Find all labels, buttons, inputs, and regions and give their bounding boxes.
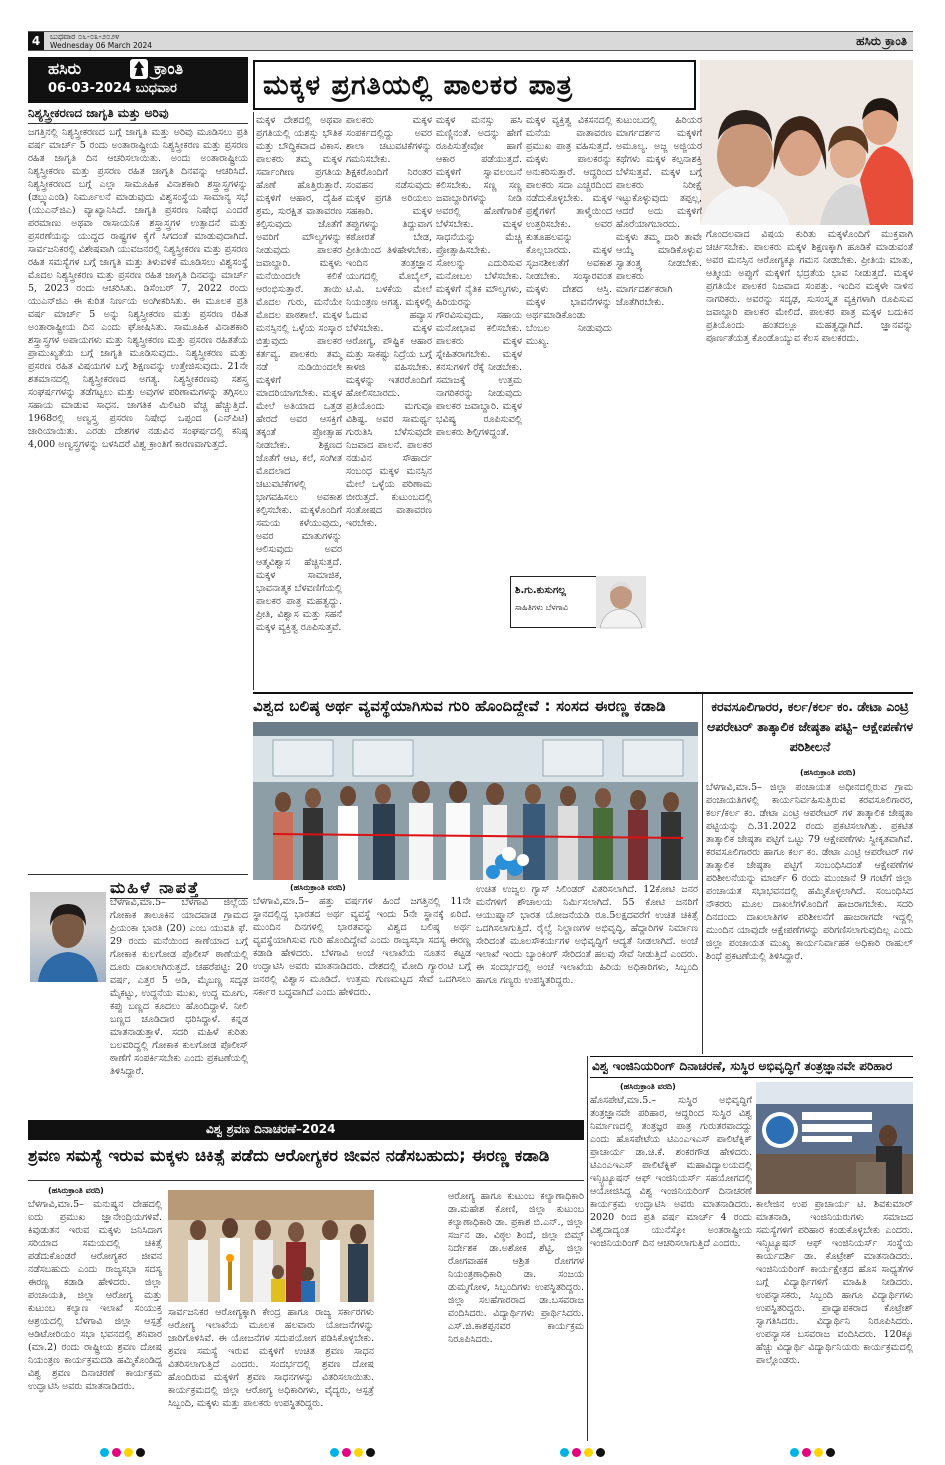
editorial-body: ಜಗತ್ತಿನಲ್ಲಿ ನಿಶ್ಯಸ್ತ್ರೀಕರಣದ ಬಗ್ಗೆ ಜಾಗೃತಿ ಮತ್ತು ಅರಿವು ಮೂಡಿಸಲು ಪ್ರತಿ ವರ್ಷ ಮಾರ್ಚ್ 5 ರಂದು ಅಂತಾರಾಷ್ಟ್ರೀಯ ನಿಶ್ಯಸ್ತ್ರೀಕರಣ ಮತ್ತು ಪ್ರಸರಣ ರಹಿತ ಜಾಗೃತಿ ದಿನ ಆಚರಿಸಲಾಯಿತು. ಅಂದು ಅಂತಾರಾಷ್ಟ್ರೀಯ ನಿಶ್ಯಸ್ತ್ರೀಕರಣ ಮತ್ತು ಪ್ರಸರಣ ರಹಿತ ಜಾಗೃತಿ ದಿನವನ್ನು ಆಚರಿಸಿದೆ. ನಿಶ್ಯಸ್ತ್ರೀಕರಣದ ಬಗ್ಗೆ ಎಲ್ಲಾ ಸಾಮೂಹಿಕ ವಿನಾಶಕಾರಿ ಶಸ್ತ್ರಾಸ್ತ್ರಗಳನ್ನು (ಡಬ್ಲ್ಯುಎಂಡಿ) ನಿರ್ಮೂಲನೆ ಮಾಡುವುದು ವಿಶ್ವಸಂಸ್ಥೆಯ ಸಾಮಾನ್ಯ ಸಭೆ (ಯುಎನ್‌ಜಿಎ) ವ್ಯಾಖ್ಯಾನಿಸಿದೆ. ಜಾಗೃತಿ ಪ್ರಸರಣ ನಿಷೇಧ ಎಂದರೆ ಪರಮಾಣು ಅಥವಾ ರಾಸಾಯನಿಕ ಶಸ್ತ್ರಾಸ್ತ್ರಗಳ ಉತ್ಪಾದನೆ ಮತ್ತು ಪ್ರಸರಣೆಯನ್ನು ಯುದ್ಧದ ರಾಷ್ಟ್ರಗಳ ಕೈಗೆ ಸಿಗದಂತೆ ಮಾಡುವುದಾಗಿದೆ. ಸಾರ್ವಜನಿಕರಲ್ಲಿ ವಿಶೇಷವಾಗಿ ಯುವಜನರಲ್ಲಿ ನಿಶ್ಯಸ್ತ್ರೀಕರಣ ಮತ್ತು ಪ್ರಸರಣ ರಹಿತ ಸಮಸ್ಯೆಗಳ ಬಗ್ಗೆ ಜಾಗೃತಿ ಮತ್ತು ತಿಳುವಳಿಕೆ ಮೂಡಿಸಲು ವಿಶ್ವಸಂಸ್ಥೆ ಮೊದಲ ನಿಶ್ಯಸ್ತ್ರೀಕರಣ ಮತ್ತು ಪ್ರಸರಣ ರಹಿತ ಜಾಗೃತಿ ದಿನವನ್ನು ಮಾರ್ಚ್ 5, 2023 ರಂದು ಆಚರಿಸಿತು. ಡಿಸೆಂಬರ್ 7, 2022 ರಂದು ಯುಎನ್‌ಜಿಎ ಈ ಕುರಿತ ನಿರ್ಣಯ ಅಂಗೀಕರಿಸಿತು. ಈ ಮೂಲಕ ಪ್ರತಿ ವರ್ಷ ಮಾರ್ಚ್ 5 ಅನ್ನು ನಿಶ್ಯಸ್ತ್ರೀಕರಣ ಮತ್ತು ಪ್ರಸರಣ ರಹಿತ ಅಂತಾರಾಷ್ಟ್ರೀಯ ದಿನ ಎಂದು ಘೋಷಿಸಿತು. ಸಾಮೂಹಿಕ ವಿನಾಶಕಾರಿ ಶಸ್ತ್ರಾಸ್ತ್ರಗಳ ಅಪಾಯಗಳು ಮತ್ತು ನಿಶ್ಯಸ್ತ್ರೀಕರಣ ಮತ್ತು ಪ್ರಸರಣ ರಹಿತತೆಯ ಪ್ರಾಮುಖ್ಯತೆಯ ಬಗ್ಗೆ ಜಾಗೃತಿ ಮೂಡಿಸುವುದು. ನಿಶ್ಯಸ್ತ್ರೀಕರಣ ಮತ್ತು ಪ್ರಸರಣ ರಹಿತ ವಿಷಯಗಳ ಬಗ್ಗೆ ಶಿಕ್ಷಣವನ್ನು ಉತ್ತೇಜಿಸುವುದು. 21ನೇ ಶತಮಾನದಲ್ಲಿ ನಿಶ್ಯಸ್ತ್ರೀಕರಣದ ಅಗತ್ಯ. ನಿಶ್ಯಸ್ತ್ರೀಕರಣವು ಸಶಸ್ತ್ರ ಸಂಘರ್ಷಗಳನ್ನು ತಡೆಗಟ್ಟಲು ಮತ್ತು ಅವುಗಳ ಪರಿಣಾಮಗಳನ್ನು ತಗ್ಗಿಸಲು ಸಹಾಯ ಮಾಡುವ ಸಾಧನ. ಜಾಗತಿಕ ಮಿಲಿಟರಿ ವೆಚ್ಚ ಹೆಚ್ಚುತ್ತಿದೆ. 1968ರಲ್ಲಿ ಅಣ್ವಸ್ತ್ರ ಪ್ರಸರಣ ನಿಷೇಧ ಒಪ್ಪಂದ (ಎನ್‌ಪಿಟಿ) ಜಾರಿಯಾಯಿತು. ಎರಡು ದೇಶಗಳ ನಡುವಿನ ಸಂಘರ್ಷದಲ್ಲಿ ಕನಿಷ್ಠ 4,000 ಅಣ್ವಸ್ತ್ರಗಳನ್ನು ಬಳಸಿದರೆ ವಿಶ್ವ ಕ್ರಾಂತಿಗೆ ಕಾರಣವಾಗುತ್ತದೆ. xyxy=(28,127,248,450)
editorial-title: ನಿಶ್ಯಸ್ತ್ರೀಕರಣದ ಜಾಗೃತಿ ಮತ್ತು ಅರಿವು xyxy=(28,106,248,124)
masthead-logo-icon xyxy=(130,59,148,79)
feature-col4: ಮಕ್ಕಳ ವ್ಯಕ್ತಿತ್ವ ವಿಕಸನದಲ್ಲಿ ಮನೆಯ ವಾತಾವರಣ ಪ್ರಮುಖ ಪಾತ್ರ ವಹಿಸುತ್ತದೆ. ಮಕ್ಕಳು ಪಾಲಕರನ್ನು ಅನುಕರಿಸುತ್ತಾರೆ. ಆದ್ದರಿಂದ ಪಾಲಕರು ಸದಾ ಎಚ್ಚರದಿಂದ ನಡೆದುಕೊಳ್ಳಬೇಕು. ಮಕ್ಕಳ ಪ್ರಶ್ನೆಗಳಿಗೆ ತಾಳ್ಮೆಯಿಂದ ಉತ್ತರಿಸಬೇಕು. ಅವರ ಕುತೂಹಲವನ್ನು ಕೊಲ್ಲಬಾರದು. ಮಕ್ಕಳ ಸೃಜನಶೀಲತೆಗೆ ಅವಕಾಶ ನೀಡಬೇಕು. ಸಂಸ್ಕಾರವಂತ ಮಕ್ಕಳು ದೇಶದ ಆಸ್ತಿ. ಮಕ್ಕಳ ಭಾವನೆಗಳನ್ನು ಅರ್ಥಮಾಡಿಕೊಂಡು ಬೆಂಬಲ ನೀಡುವುದು ಮುಖ್ಯ. xyxy=(526,115,612,347)
news3-title: ಶ್ರವಣ ಸಮಸ್ಯೆ ಇರುವ ಮಕ್ಕಳು ಚಿಕಿತ್ಸೆ ಪಡೆದು ಆರೋಗ್ಯಕರ ಜೀವನ ನಡೆಸಬಹುದು; ಈರಣ್ಣ ಕಡಾಡಿ xyxy=(28,1146,550,1165)
feature-family-photo xyxy=(700,60,913,225)
dot-cyan xyxy=(560,1448,569,1457)
dot-black xyxy=(596,1448,605,1457)
footer-register-dots-center xyxy=(330,1442,378,1461)
missing-notice-body: ಬೆಳಗಾವಿ,ಮಾ.5– ಬೆಳಗಾವಿ ಜಿಲ್ಲೆಯ ಗೋಕಾಕ ತಾಲೂಕಿನ ಯಾದವಾಡ ಗ್ರಾಮದ ಪ್ರಿಯಂಕಾ ಭಾರತಿ (20) ಎಂಬ ಯುವತಿ ಫೆ. 29 ರಂದು ಮನೆಯಿಂದ ಕಾಣೆಯಾದ ಬಗ್ಗೆ ಗೋಕಾಕ ಕುಲಗೋಡ ಪೊಲೀಸ್ ಠಾಣೆಯಲ್ಲಿ ದೂರು ದಾಖಲಾಗಿರುತ್ತದೆ. ಚಹರೆಪಟ್ಟಿ: 20 ವರ್ಷ, ಎತ್ತರ 5 ಅಡಿ, ಮೈಬಣ್ಣ ಸದೃಢ ಮೈಕಟ್ಟು, ಉದ್ದನೆಯ ಮುಖ, ಉದ್ದ ಮೂಗು, ಕಪ್ಪು ಬಣ್ಣದ ಕೂದಲು ಹೊಂದಿದ್ದಾಳೆ. ನೀಲಿ ಬಣ್ಣದ ಚೂಡಿದಾರ ಧರಿಸಿದ್ದಾಳೆ. ಕನ್ನಡ ಮಾತನಾಡುತ್ತಾಳೆ. ಸದರಿ ಮಹಿಳೆ ಕುರಿತು ಬಲವರಿದ್ದಲ್ಲಿ ಗೋಕಾಕ ಕುಲಗೋಡ ಪೊಲೀಸ್ ಠಾಣೆಗೆ ಸಂಪರ್ಕಿಸಬೇಕು ಎಂದು ಪ್ರಕಟಣೆಯಲ್ಲಿ ತಿಳಿಸಿದ್ದಾರೆ. xyxy=(110,897,248,1077)
feature-col6: ಗೊಂದಲವಾದ ವಿಷಯ ಕುರಿತು ಮಕ್ಕಳೊಂದಿಗೆ ಮುಕ್ತವಾಗಿ ಚರ್ಚಿಸಬೇಕು. ಪಾಲಕರು ಮಕ್ಕಳ ಶಿಕ್ಷಣಕ್ಕಾಗಿ ಹೂಡಿಕೆ ಮಾಡುವಂತೆ ಅವರ ಮನಸ್ಸಿನ ಆರೋಗ್ಯಕ್ಕೂ ಗಮನ ನೀಡಬೇಕು. ಪ್ರೀತಿಯ ಮಾತು, ಆತ್ಮೀಯ ಅಪ್ಪುಗೆ ಮಕ್ಕಳಿಗೆ ಭದ್ರತೆಯ ಭಾವ ನೀಡುತ್ತದೆ. ಮಕ್ಕಳ ಪ್ರಗತಿಯೇ ಪಾಲಕರ ನಿಜವಾದ ಸಂಪತ್ತು. ಇಂದಿನ ಮಕ್ಕಳೇ ನಾಳಿನ ನಾಗರಿಕರು. ಅವರನ್ನು ಸದೃಢ, ಸುಸಂಸ್ಕೃತ ವ್ಯಕ್ತಿಗಳಾಗಿ ರೂಪಿಸುವ ಜವಾಬ್ದಾರಿ ಪಾಲಕರ ಮೇಲಿದೆ. ಪಾಲಕರ ಪಾತ್ರ ಮಕ್ಕಳ ಬದುಕಿನ ಪ್ರತಿಯೊಂದು ಹಂತದಲ್ಲೂ ಮಹತ್ವದ್ದಾಗಿದೆ. ಜ್ಞಾನವನ್ನು ಪೂರ್ಣತೆಯತ್ತ ಕೊಂಡೊಯ್ಯುವ ಕೆಲಸ ಪಾಲಕರದು. xyxy=(706,229,913,344)
author-place: ಸಾಹಿತಿಗಳು ಬೆಳಗಾವಿ xyxy=(515,603,569,612)
page-number: 4 xyxy=(28,32,44,50)
news1-title: ವಿಶ್ವದ ಬಲಿಷ್ಠ ಅರ್ಥ ವ್ಯವಸ್ಥೆಯಾಗಿಸುವ ಗುರಿ ಹೊಂದಿದ್ದೇವೆ : ಸಂಸದ ಈರಣ್ಣ ಕಡಾಡಿ xyxy=(253,697,666,715)
news2-col2: ಕಾಲೇಜಿನ ಉಪ ಪ್ರಾಚಾರ್ಯ ಟಿ. ಶಿವಕುಮಾರ್ ಮಾತನಾಡಿ, ಇಂಜಿನಿಯರುಗಳು ಸಮಾಜದ ಸಮಸ್ಯೆಗಳಿಗೆ ಪರಿಹಾರ ಕಂಡುಕೊಳ್ಳಬೇಕು ಎಂದರು. ಇನ್ಸ್ಟಿಟ್ಯೂಷನ್ ಆಫ್ ಇಂಜಿನಿಯರ್ಸ್ ಸಂಸ್ಥೆಯ ಕಾರ್ಯದರ್ಶಿ ಡಾ. ಕೊಟ್ರೇಶ್ ಮಾತನಾಡಿದರು. ಇಂಜಿನಿಯರಿಂಗ್ ಕಾರ್ಯಕ್ಷೇತ್ರದ ಹೊಸ ಸಾಧ್ಯತೆಗಳ ಬಗ್ಗೆ ವಿದ್ಯಾರ್ಥಿಗಳಿಗೆ ಮಾಹಿತಿ ನೀಡಿದರು. ಉಪನ್ಯಾಸಕರು, ಸಿಬ್ಬಂದಿ ಹಾಗೂ ವಿದ್ಯಾರ್ಥಿಗಳು ಉಪಸ್ಥಿತರಿದ್ದರು. ಪ್ರಾಧ್ಯಾಪಕರಾದ ಕೊಟ್ರೇಶ್ ಸ್ವಾಗತಿಸಿದರು. ವಿದ್ಯಾರ್ಥಿನಿ ನಿರೂಪಿಸಿದರು. ಉಪನ್ಯಾಸಕ ಬಸವರಾಜ ವಂದಿಸಿದರು. 120ಕ್ಕೂ ಹೆಚ್ಚು ವಿದ್ಯಾರ್ಥಿ ವಿದ್ಯಾರ್ಥಿನಿಯರು ಕಾರ್ಯಕ್ರಮದಲ್ಲಿ ಪಾಲ್ಗೊಂಡರು. xyxy=(756,1199,913,1366)
news2-title-bar xyxy=(590,1056,913,1078)
header-date-english: Wednesday 06 March 2024 xyxy=(50,41,153,50)
feature-title-box xyxy=(253,60,696,110)
footer-register-dots-right xyxy=(790,1442,838,1461)
dot-black xyxy=(366,1448,375,1457)
header-date-local: ಬುಧವಾರ ೦೬-೦೩-೨೦೨೪ xyxy=(50,32,120,41)
news3-credit: (ಹಸಿರುಕ್ರಾಂತಿ ವರದಿ) xyxy=(48,1186,104,1195)
dot-cyan xyxy=(790,1448,799,1457)
news1-col1: ಬೆಳಗಾವಿ,ಮಾ.5– ಹತ್ತು ವರ್ಷಗಳ ಹಿಂದೆ ಜಗತ್ತಿನಲ್ಲಿ 11ನೇ ಸ್ಥಾನದಲ್ಲಿದ್ದ ಭಾರತದ ಅರ್ಥ ವ್ಯವಸ್ಥೆ ಇಂದು 5ನೇ ಸ್ಥಾನಕ್ಕೆ ಏರಿದೆ. ಮುಂದಿನ ದಿನಗಳಲ್ಲಿ ಭಾರತವನ್ನು ವಿಶ್ವದ ಬಲಿಷ್ಠ ಅರ್ಥ ವ್ಯವಸ್ಥೆಯಾಗಿಸುವ ಗುರಿ ಹೊಂದಿದ್ದೇವೆ ಎಂದು ರಾಜ್ಯಸಭಾ ಸದಸ್ಯ ಈರಣ್ಣ ಕಡಾಡಿ ಹೇಳಿದರು. ಬೆಳಗಾವಿ ಅಂಚೆ ಇಲಾಖೆಯ ನೂತನ ಕಟ್ಟಡ ಉದ್ಘಾಟಿಸಿ ಅವರು ಮಾತನಾಡಿದರು. ದೇಶದಲ್ಲಿ ಮೋದಿ ಗ್ಯಾರಂಟಿ ಬಗ್ಗೆ ಜನರಲ್ಲಿ ವಿಶ್ವಾಸ ಮೂಡಿದೆ. ಉತ್ತಮ ಗುಣಮಟ್ಟದ ಸೇವೆ ಒದಗಿಸಲು ಸರ್ಕಾರ ಬದ್ಧವಾಗಿದೆ ಎಂದು ಹೇಳಿದರು. xyxy=(253,896,471,998)
dot-yellow xyxy=(814,1448,823,1457)
feature-col1: ಮಕ್ಕಳ ದೇಶದಲ್ಲಿ ಅಥವಾ ಪ್ರಗತಿಯಲ್ಲಿ ಯಶಸ್ಸು ಭೌತಿಕ ಮತ್ತು ಬೌದ್ಧಿಕವಾದ ವಿಕಾಸ. ಪಾಲಕರು ತಮ್ಮ ಮಕ್ಕಳ ಸರ್ವಾಂಗೀಣ ಪ್ರಗತಿಯ ಹೊಣೆ ಹೊತ್ತಿರುತ್ತಾರೆ. ಮಕ್ಕಳಿಗೆ ಆಹಾರ, ದೈಹಿಕ ಶ್ರಮ, ಸುರಕ್ಷಿತ ವಾತಾವರಣ ಕಲ್ಪಿಸುವುದು ಜೊತೆಗೆ ಅವರಿಗೆ ಮೌಲ್ಯಗಳನ್ನು ನೀಡುವುದು ಪಾಲಕರ ಜವಾಬ್ದಾರಿ. ಮಕ್ಕಳು ಮನೆಯಿಂದಲೇ ಕಲಿಕೆ ಆರಂಭಿಸುತ್ತಾರೆ. ತಾಯಿ ಮೊದಲ ಗುರು, ಮನೆಯೇ ಮೊದಲ ಪಾಠಶಾಲೆ. ಮಕ್ಕಳ ಮನಸ್ಸಿನಲ್ಲಿ ಒಳ್ಳೆಯ ಸಂಸ್ಕಾರ ಬಿತ್ತುವುದು ಪಾಲಕರ ಕರ್ತವ್ಯ. ಪಾಲಕರು ತಮ್ಮ ನಡೆ ನುಡಿಯಿಂದಲೇ ಮಕ್ಕಳಿಗೆ ಮಾದರಿಯಾಗಬೇಕು. ಮಕ್ಕಳ ಮೇಲೆ ಅತಿಯಾದ ಒತ್ತಡ ಹೇರದೆ ಅವರ ಆಸಕ್ತಿಗೆ ತಕ್ಕಂತೆ ಪ್ರೋತ್ಸಾಹ ನೀಡಬೇಕು. ಶಿಕ್ಷಣದ ಜೊತೆಗೆ ಆಟ, ಕಲೆ, ಸಂಗೀತ ಮೊದಲಾದ ಚಟುವಟಿಕೆಗಳಲ್ಲಿ ಭಾಗವಹಿಸಲು ಅವಕಾಶ ಕಲ್ಪಿಸಬೇಕು. ಮಕ್ಕಳೊಂದಿಗೆ ಸಮಯ ಕಳೆಯುವುದು, ಅವರ ಮಾತುಗಳನ್ನು ಆಲಿಸುವುದು ಅವರ ಆತ್ಮವಿಶ್ವಾಸ ಹೆಚ್ಚಿಸುತ್ತದೆ. ಮಕ್ಕಳ ಸಾಮಾಜಿಕ, ಭಾವನಾತ್ಮಕ ಬೆಳವಣಿಗೆಯಲ್ಲಿ ಪಾಲಕರ ಪಾತ್ರ ಮಹತ್ವದ್ದು. ಪ್ರೀತಿ, ವಿಶ್ವಾಸ ಮತ್ತು ಸಹನೆ ಮಕ್ಕಳ ವ್ಯಕ್ತಿತ್ವ ರೂಪಿಸುತ್ತವೆ. xyxy=(256,115,342,633)
news2-col1: ಹೊಸಪೇಟೆ,ಮಾ.5.– ಸುಸ್ಥಿರ ಅಭಿವೃದ್ಧಿಗೆ ತಂತ್ರಜ್ಞಾನವೇ ಪರಿಹಾರ, ಆದ್ದರಿಂದ ಸುಸ್ಥಿರ ವಿಶ್ವ ನಿರ್ಮಾಣದಲ್ಲಿ ತಂತ್ರಜ್ಞರ ಪಾತ್ರ ಗುರುತರವಾದದ್ದು ಎಂದು ಹೊಸಪೇಟೆಯ ಟಿಎಂಎಇಎಸ್ ಪಾಲಿಟೆಕ್ನಿಕ್ ಪ್ರಾಚಾರ್ಯ ಡಾ.ಚಿ.ಕೆ. ಶಂಕರಗೌಡ ಹೇಳಿದರು. ಟಿಎಂಎಇಎಸ್ ಪಾಲಿಟೆಕ್ನಿಕ್ ಮಹಾವಿದ್ಯಾಲಯದಲ್ಲಿ ಇನ್ಸ್ಟಿಟ್ಯೂಷನ್ ಆಫ್ ಇಂಜಿನಿಯರ್ಸ್ ಸಹಯೋಗದಲ್ಲಿ ಆಯೋಜಿಸಿದ್ದ ವಿಶ್ವ ಇಂಜಿನಿಯರಿಂಗ್ ದಿನಾಚರಣೆ ಕಾರ್ಯಕ್ರಮ ಉದ್ಘಾಟಿಸಿ ಅವರು ಮಾತನಾಡಿದರು. 2020 ರಿಂದ ಪ್ರತಿ ವರ್ಷ ಮಾರ್ಚ್ 4 ರಂದು ವಿಶ್ವದಾದ್ಯಂತ ಯುನೆಸ್ಕೋ ಅಂತರಾಷ್ಟ್ರೀಯ ಇಂಜಿನಿಯರಿಂಗ್ ದಿನ ಆಚರಿಸಲಾಗುತ್ತಿದೆ ಎಂದರು. xyxy=(590,1095,752,1249)
masthead-name-right: ಕ್ರಾಂತಿ xyxy=(154,59,184,78)
news2-seminar-photo xyxy=(756,1082,913,1194)
top-header-bar xyxy=(28,31,913,51)
dot-yellow xyxy=(584,1448,593,1457)
news3-event-photo xyxy=(168,1190,374,1302)
feature-col5: ಕುಟುಂಬದಲ್ಲಿ ಹಿರಿಯರ ಮಾರ್ಗದರ್ಶನ ಮಕ್ಕಳಿಗೆ ಅಮೂಲ್ಯ. ಅಜ್ಜ ಅಜ್ಜಿಯರ ಕಥೆಗಳು ಮಕ್ಕಳ ಕಲ್ಪನಾಶಕ್ತಿ ಬೆಳೆಸುತ್ತವೆ. ಮಕ್ಕಳ ಬಗ್ಗೆ ಪಾಲಕರು ನಿರೀಕ್ಷೆ ಇಟ್ಟುಕೊಳ್ಳುವುದು ತಪ್ಪಲ್ಲ, ಆದರೆ ಅದು ಮಕ್ಕಳಿಗೆ ಹೊರೆಯಾಗಬಾರದು. ಮಕ್ಕಳು ತಮ್ಮ ದಾರಿ ತಾವೇ ಆಯ್ಕೆ ಮಾಡಿಕೊಳ್ಳುವ ಸ್ವಾತಂತ್ರ್ಯ ನೀಡಬೇಕು. ಪಾಲಕರು ಮಾರ್ಗದರ್ಶಕರಾಗಿ ಜೊತೆಗಿರಬೇಕು. xyxy=(616,115,702,308)
author-photo xyxy=(596,576,646,628)
notice-title: ಕರವಸೂಲಿಗಾರರ, ಕರ್ಲ/ಕರ್ಲ ಕಂ. ಡೇಟಾ ಎಂಟ್ರಿ ಆಪರೇಟರ್ ತಾತ್ಕಾಲಿಕ ಜೇಷ್ಠತಾ ಪಟ್ಟಿ– ಆಕ್ಷೇಪಣೆಗಳ ಪರಿಶೀಲನೆ xyxy=(707,699,913,754)
footer-register-dots-left xyxy=(100,1442,148,1461)
masthead-name-left: ಹಸಿರು xyxy=(48,59,82,78)
feature-title: ಮಕ್ಕಳ ಪ್ರಗತಿಯಲ್ಲಿ ಪಾಲಕರ ಪಾತ್ರ xyxy=(263,70,574,101)
dot-yellow xyxy=(124,1448,133,1457)
feature-col3: ಮಕ್ಕಳ ಮನಸ್ಸು ಹಸಿ ಮಣ್ಣಿನಂತೆ. ಅದನ್ನು ಹೇಗೆ ರೂಪಿಸುತ್ತೇವೋ ಹಾಗೆ ಆಕಾರ ಪಡೆಯುತ್ತದೆ. ಮಕ್ಕಳಿಗೆ ಸ್ವಾವಲಂಬನೆ ಕಲಿಸಬೇಕು. ಸಣ್ಣ ಸಣ್ಣ ಜವಾಬ್ದಾರಿಗಳನ್ನು ನೀಡಿ ಅವರಲ್ಲಿ ಹೊಣೆಗಾರಿಕೆ ಬೆಳೆಸಬೇಕು. ಮಕ್ಕಳ ಸಾಧನೆಯನ್ನು ಮೆಚ್ಚಿ ಪ್ರೋತ್ಸಾಹಿಸಬೇಕು. ಸೋಲನ್ನು ಎದುರಿಸುವ ಮನೋಬಲ ಬೆಳೆಸಬೇಕು. ಮಕ್ಕಳಿಗೆ ನೈತಿಕ ಮೌಲ್ಯಗಳು, ಹಿರಿಯರನ್ನು ಗೌರವಿಸುವುದು, ಸಹಾಯ ಮನೋಭಾವ ಕಲಿಸಬೇಕು. ಪಾಲಕರು ಮಕ್ಕಳ ಸ್ನೇಹಿತರಾಗಬೇಕು. ಮಕ್ಕಳ ಕನಸುಗಳಿಗೆ ರೆಕ್ಕೆ ನೀಡಬೇಕು. ಸಮಾಜಕ್ಕೆ ಉತ್ತಮ ನಾಗರಿಕರನ್ನು ನೀಡುವುದು ಪಾಲಕರ ಜವಾಬ್ದಾರಿ. ಮಕ್ಕಳ ಭವಿಷ್ಯ ರೂಪಿಸುವಲ್ಲಿ ಪಾಲಕರು ಶಿಲ್ಪಿಗಳಿದ್ದಂತೆ. xyxy=(436,115,522,438)
news1-credit: (ಹಸಿರುಕ್ರಾಂತಿ ವರದಿ) xyxy=(290,883,346,892)
notice-body: ಬೆಳಗಾವಿ,ಮಾ.5– ಜಿಲ್ಲಾ ಪಂಚಾಯತ ಅಧೀನದಲ್ಲಿರುವ ಗ್ರಾಮ ಪಂಚಾಯತಿಗಳಲ್ಲಿ ಕಾರ್ಯನಿರ್ವಹಿಸುತ್ತಿರುವ ಕರವಸೂಲಿಗಾರರ, ಕರ್ಲ/ಕರ್ಲ ಕಂ. ಡೇಟಾ ಎಂಟ್ರಿ ಆಪರೇಟರ್ ಗಳ ತಾತ್ಕಾಲಿಕ ಜೇಷ್ಠತಾ ಪಟ್ಟಿಯನ್ನು ದಿ.31.2022 ರಂದು ಪ್ರಕಟಿಸಲಾಗಿತ್ತು. ಪ್ರಕಟಿತ ತಾತ್ಕಾಲಿಕ ಜೇಷ್ಠತಾ ಪಟ್ಟಿಗೆ ಒಟ್ಟು 79 ಆಕ್ಷೇಪಣೆಗಳು ಸ್ವೀಕೃತವಾಗಿವೆ. ಕರವಸೂಲಿಗಾರರು ಹಾಗೂ ಕರ್ಲ ಕಂ. ಡೇಟಾ ಎಂಟ್ರಿ ಆಪರೇಟರ್ ಗಳ ತಾತ್ಕಾಲಿಕ ಜೇಷ್ಠತಾ ಪಟ್ಟಿಗೆ ಸಂಬಂಧಿಸಿದಂತೆ ಆಕ್ಷೇಪಣೆಗಳ ಪರಿಶೀಲನೆಯನ್ನು ಮಾರ್ಚ್ 6 ರಂದು ಮುಂಜಾನೆ 9 ಗಂಟೆಗೆ ಜಿಲ್ಲಾ ಪಂಚಾಯತ ಸಭಾಭವನದಲ್ಲಿ ಹಮ್ಮಿಕೊಳ್ಳಲಾಗಿದೆ. ಸಂಬಂಧಿಸಿದ ನೌಕರರು ಮೂಲ ದಾಖಲೆಗಳೊಂದಿಗೆ ಹಾಜರಾಗಬೇಕು. ಸದರಿ ದಿನದಂದು ದಾಖಲಾತಿಗಳ ಪರಿಶೀಲನೆಗೆ ಹಾಜರಾಗದೇ ಇದ್ದಲ್ಲಿ ಮುಂದಿನ ಯಾವುದೇ ಆಕ್ಷೇಪಣೆಗಳನ್ನು ಪರಿಗಣಿಸಲಾಗುವುದಿಲ್ಲ ಎಂದು ಜಿಲ್ಲಾ ಪಂಚಾಯತ ಮುಖ್ಯ ಕಾರ್ಯನಿರ್ವಾಹಕ ಅಧಿಕಾರಿ ರಾಹುಲ್ ಶಿಂಧೆ ಪ್ರಕಟಣೆಯಲ್ಲಿ ತಿಳಿಸಿದ್ದಾರೆ. xyxy=(706,782,913,962)
dot-magenta xyxy=(342,1448,351,1457)
feature-col2: ಪಾಲಕರು ಮಕ್ಕಳ ಸಂಪರ್ಕದಲ್ಲಿದ್ದು ಅವರ ಶಾಲಾ ಚಟುವಟಿಕೆಗಳನ್ನು ಗಮನಿಸಬೇಕು. ಶಿಕ್ಷಕರೊಂದಿಗೆ ನಿರಂತರ ಸಂವಹನ ನಡೆಸುವುದು ಮಕ್ಕಳ ಪ್ರಗತಿ ಅರಿಯಲು ಸಹಕಾರಿ. ಮಕ್ಕಳ ತಪ್ಪುಗಳನ್ನು ತಿದ್ದುವಾಗ ಕಠೋರತೆ ಬೇಡ, ಪ್ರೀತಿಯಿಂದ ತಿಳಿಹೇಳಬೇಕು. ಇಂದಿನ ತಂತ್ರಜ್ಞಾನ ಯುಗದಲ್ಲಿ ಮೊಬೈಲ್, ಟಿ.ವಿ. ಬಳಕೆಯ ಮೇಲೆ ನಿಯಂತ್ರಣ ಅಗತ್ಯ. ಮಕ್ಕಳಲ್ಲಿ ಓದುವ ಹವ್ಯಾಸ ಬೆಳೆಸಬೇಕು. ಮಕ್ಕಳ ಆರೋಗ್ಯ, ಪೌಷ್ಟಿಕ ಆಹಾರ ಮತ್ತು ಸಾಕಷ್ಟು ನಿದ್ರೆಯ ಬಗ್ಗೆ ಕಾಳಜಿ ವಹಿಸಬೇಕು. ಮಕ್ಕಳನ್ನು ಇತರರೊಂದಿಗೆ ಹೋಲಿಸಬಾರದು. ಪ್ರತಿಯೊಂದು ಮಗುವೂ ವಿಶಿಷ್ಟ. ಅವರ ಸಾಮರ್ಥ್ಯ ಗುರುತಿಸಿ ಬೆಳೆಸುವುದೇ ನಿಜವಾದ ಪಾಲನೆ. ಪಾಲಕರ ನಡುವಿನ ಸೌಹಾರ್ದ ಸಂಬಂಧ ಮಕ್ಕಳ ಮನಸ್ಸಿನ ಮೇಲೆ ಒಳ್ಳೆಯ ಪರಿಣಾಮ ಬೀರುತ್ತದೆ. ಕುಟುಂಬದಲ್ಲಿ ಸಂತೋಷದ ವಾತಾವರಣ ಇರಬೇಕು. xyxy=(346,115,432,529)
header-brand: ಹಸಿರು ಕ್ರಾಂತಿ xyxy=(856,34,907,48)
masthead xyxy=(28,57,248,103)
dot-magenta xyxy=(572,1448,581,1457)
dot-magenta xyxy=(802,1448,811,1457)
dot-cyan xyxy=(330,1448,339,1457)
dot-black xyxy=(136,1448,145,1457)
news3-col2: ಸಾರ್ವಜನಿಕರ ಆರೋಗ್ಯಕ್ಕಾಗಿ ಕೇಂದ್ರ ಹಾಗೂ ರಾಜ್ಯ ಸರ್ಕಾರಗಳು ಆರೋಗ್ಯ ಇಲಾಖೆಯ ಮೂಲಕ ಹಲವಾರು ಯೋಜನೆಗಳನ್ನು ಜಾರಿಗೊಳಿಸಿವೆ. ಈ ಯೋಜನೆಗಳ ಸದುಪಯೋಗ ಪಡಿಸಿಕೊಳ್ಳಬೇಕು. ಶ್ರವಣ ಸಮಸ್ಯೆ ಇರುವ ಮಕ್ಕಳಿಗೆ ಉಚಿತ ಶ್ರವಣ ಸಾಧನ ವಿತರಿಸಲಾಗುತ್ತಿದೆ ಎಂದರು. ಸಂದರ್ಭದಲ್ಲಿ ಶ್ರವಣ ದೋಷ ಹೊಂದಿರುವ ಮಕ್ಕಳಿಗೆ ಶ್ರವಣ ಸಾಧನಗಳನ್ನು ವಿತರಿಸಲಾಯಿತು. ಕಾರ್ಯಕ್ರಮದಲ್ಲಿ ಜಿಲ್ಲಾ ಆರೋಗ್ಯ ಅಧಿಕಾರಿಗಳು, ವೈದ್ಯರು, ಆಸ್ಪತ್ರೆ ಸಿಬ್ಬಂದಿ, ಮಕ್ಕಳು ಮತ್ತು ಪಾಲಕರು ಉಪಸ್ಥಿತರಿದ್ದರು. xyxy=(168,1307,374,1409)
dot-yellow xyxy=(354,1448,363,1457)
news3-kicker-bar xyxy=(28,1120,584,1140)
news3-col3: ಆರೋಗ್ಯ ಹಾಗೂ ಕುಟುಂಬ ಕಲ್ಯಾಣಾಧಿಕಾರಿ ಡಾ.ಮಹೇಶ ಕೋಣಿ, ಜಿಲ್ಲಾ ಕುಟುಂಬ ಕಲ್ಯಾಣಾಧಿಕಾರಿ ಡಾ. ಪ್ರಕಾಶ ಬಿ.ಎನ್., ಜಿಲ್ಲಾ ಸರ್ಜನ ಡಾ. ವಿಠ್ಠಲ ಶಿಂದೆ, ಜಿಲ್ಲಾ ಬಿಮ್ಸ್ ನಿರ್ದೇಶಕ ಡಾ.ಅಶೋಕ ಶೆಟ್ಟಿ, ಜಿಲ್ಲಾ ರೋಗವಾಹಕ ಆಶ್ರಿತ ರೋಗಗಳ ನಿಯಂತ್ರಣಾಧಿಕಾರಿ ಡಾ. ಸಂಜಯ ಡುಮ್ಮಗೋಳ, ಸಿಬ್ಬಂದಿಗಳು ಉಪಸ್ಥಿತರಿದ್ದರು. ಜಿಲ್ಲಾ ಸಲಹೆಗಾರರಾದ ಡಾ.ಬಸವರಾಜ ವಂದಿಸಿದರು. ವಿದ್ಯಾರ್ಥಿಗಳು ಪ್ರಾರ್ಥಿಸಿದರು. ಎಸ್.ಜಿ.ಕಾಶಪ್ಪನವರ ಕಾರ್ಯಕ್ರಮ ನಿರೂಪಿಸಿದರು. xyxy=(448,1191,584,1345)
news2-title: ವಿಶ್ವ ಇಂಜಿನಿಯರಿಂಗ್ ದಿನಾಚರಣೆ, ಸುಸ್ಥಿರ ಅಭಿವೃದ್ಧಿಗೆ ತಂತ್ರಜ್ಞಾನವೇ ಪರಿಹಾರ xyxy=(592,1059,893,1073)
news3-col1: ಬೆಳಗಾವಿ,ಮಾ.5– ಮನುಷ್ಯನ ದೇಹದಲ್ಲಿ ಐದು ಪ್ರಮುಖ ಜ್ಞಾನೇಂದ್ರಿಯಗಳಿವೆ. ಕಿವುಡುತನ ಇರುವ ಮಕ್ಕಳು ಜನಿಸಿದಾಗ ಸರಿಯಾದ ಸಮಯದಲ್ಲಿ ಚಿಕಿತ್ಸೆ ಪಡೆದುಕೊಂಡರೆ ಆರೋಗ್ಯಕರ ಜೀವನ ನಡೆಸಬಹುದು ಎಂದು ರಾಜ್ಯಸಭಾ ಸದಸ್ಯ ಈರಣ್ಣ ಕಡಾಡಿ ಹೇಳಿದರು. ಜಿಲ್ಲಾ ಪಂಚಾಯತಿ, ಜಿಲ್ಲಾ ಆರೋಗ್ಯ ಮತ್ತು ಕುಟುಂಬ ಕಲ್ಯಾಣ ಇಲಾಖೆ ಸಂಯುಕ್ತ ಆಶ್ರಯದಲ್ಲಿ ಬೆಳಗಾವಿ ಜಿಲ್ಲಾ ಆಸ್ಪತ್ರೆ ಆಡಿಟೋರಿಯಂ ಸಭಾ ಭವನದಲ್ಲಿ ಶನಿವಾರ (ಮಾ.2) ರಂದು ರಾಷ್ಟ್ರೀಯ ಶ್ರವಣ ದೋಷ ನಿಯಂತ್ರಣ ಕಾರ್ಯಕ್ರಮದಡಿ ಹಮ್ಮಿಕೊಂಡಿದ್ದ ವಿಶ್ವ ಶ್ರವಣ ದಿನಾಚರಣೆ ಕಾರ್ಯಕ್ರಮ ಉದ್ಘಾಟಿಸಿ ಅವರು ಮಾತನಾಡಿದರು. xyxy=(28,1199,162,1392)
news1-col2: ಉಚಿತ ಉಜ್ವಲ ಗ್ಯಾಸ್ ಸಿಲಿಂಡರ್ ವಿತರಿಸಲಾಗಿದೆ. 12ಕೋಟಿ ಜನರ ಮನೆಗಳಿಗೆ ಶೌಚಾಲಯ ನಿರ್ಮಿಸಲಾಗಿದೆ. 55 ಕೋಟಿ ಜನರಿಗೆ ಆಯುಷ್ಮಾನ್ ಭಾರತ ಯೋಜನೆಯಡಿ ರೂ.5ಲಕ್ಷದವರೆಗೆ ಉಚಿತ ಚಿಕಿತ್ಸೆ ಒದಗಿಸಲಾಗುತ್ತಿದೆ. ರೈಲ್ವೆ ನಿಲ್ದಾಣಗಳ ಅಭಿವೃದ್ಧಿ, ಹೆದ್ದಾರಿಗಳ ನಿರ್ಮಾಣ ಸೇರಿದಂತೆ ಮೂಲಸೌಕರ್ಯಗಳ ಅಭಿವೃದ್ಧಿಗೆ ಆದ್ಯತೆ ನೀಡಲಾಗಿದೆ. ಅಂಚೆ ಇಲಾಖೆ ಇಂದು ಬ್ಯಾಂಕಿಂಗ್ ಸೇರಿದಂತೆ ಹಲವು ಸೇವೆ ನೀಡುತ್ತಿದೆ ಎಂದರು. ಈ ಸಂದರ್ಭದಲ್ಲಿ ಅಂಚೆ ಇಲಾಖೆಯ ಹಿರಿಯ ಅಧಿಕಾರಿಗಳು, ಸಿಬ್ಬಂದಿ ಹಾಗೂ ಗಣ್ಯರು ಉಪಸ್ಥಿತರಿದ್ದರು. xyxy=(476,884,698,986)
dot-black xyxy=(826,1448,835,1457)
dot-cyan xyxy=(100,1448,109,1457)
notice-credit: (ಹಸಿರುಕ್ರಾಂತಿ ವರದಿ) xyxy=(800,768,856,777)
author-name: ಶಿ.ಗು.ಕುಸುಗಲ್ಲ xyxy=(515,585,566,596)
footer-register-dots-mid xyxy=(560,1442,608,1461)
news2-credit: (ಹಸಿರುಕ್ರಾಂತಿ ವರದಿ) xyxy=(620,1082,676,1091)
masthead-date: 06-03-2024 ಬುಧವಾರ xyxy=(48,81,177,96)
news3-kicker: ವಿಶ್ವ ಶ್ರವಣ ದಿನಾಚರಣೆ–2024 xyxy=(206,1122,336,1136)
dot-magenta xyxy=(112,1448,121,1457)
missing-notice-title: ಮಹಿಳೆ ನಾಪತ್ತೆ xyxy=(110,878,248,899)
news1-ribbon-cutting-photo xyxy=(253,722,698,880)
